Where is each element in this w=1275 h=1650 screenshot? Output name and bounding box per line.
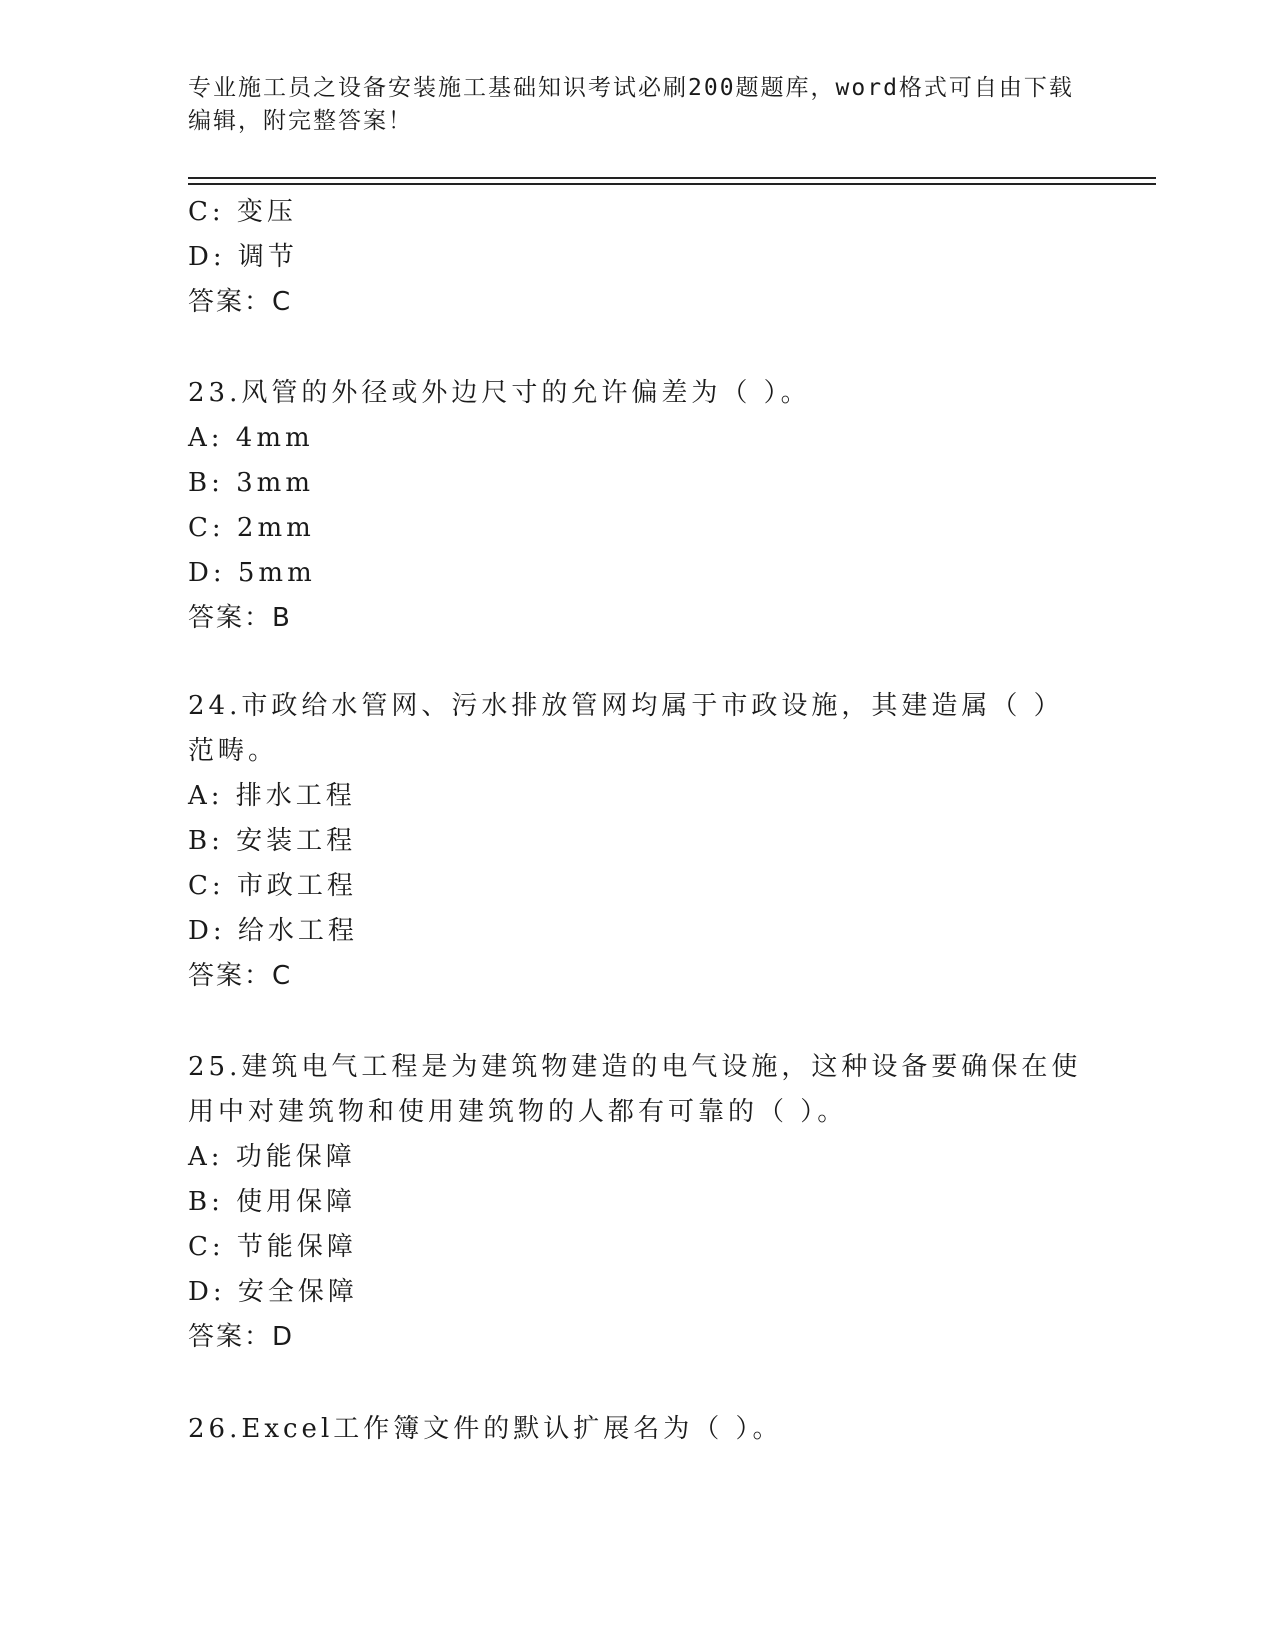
q25-option-d: D: 安全保障 [188, 1277, 358, 1307]
q24-option-c: C: 市政工程 [188, 871, 357, 901]
q22-option-c: C: 变压 [188, 197, 297, 227]
q24-option-a: A: 排水工程 [188, 781, 356, 811]
q23-option-a: A: 4mm [188, 423, 314, 453]
header-divider-top [188, 177, 1156, 179]
q25-option-c: C: 节能保障 [188, 1232, 357, 1262]
q24-option-d: D: 给水工程 [188, 916, 358, 946]
q24-option-b: B: 安装工程 [188, 826, 357, 856]
q23-option-d: D: 5mm [188, 558, 316, 588]
q23-answer: 答案：B [188, 603, 292, 633]
q25-option-b: B: 使用保障 [188, 1187, 357, 1217]
q26-question: 26.Excel工作簿文件的默认扩展名为（ ）。 [188, 1414, 783, 1444]
header-divider-bottom [188, 183, 1156, 185]
q24-answer: 答案：C [188, 961, 293, 991]
q23-option-c: C: 2mm [188, 513, 315, 543]
document-header: 专业施工员之设备安装施工基础知识考试必刷200题题库，word格式可自由下载编辑，附完整答案！ [188, 75, 1074, 134]
q23-option-b: B: 3mm [188, 468, 314, 498]
q22-answer: 答案：C [188, 287, 293, 317]
q25-question: 25.建筑电气工程是为建筑物建造的电气设施，这种设备要确保在使用中对建筑物和使用建筑物的人都有可靠的（ ）。 [188, 1052, 1082, 1127]
q25-option-a: A: 功能保障 [188, 1142, 356, 1172]
q23-question: 23.风管的外径或外边尺寸的允许偏差为（ ）。 [188, 378, 811, 408]
q22-option-d: D: 调节 [188, 242, 298, 272]
q25-answer: 答案：D [188, 1322, 295, 1352]
q24-question: 24.市政给水管网、污水排放管网均属于市政设施，其建造属（ ）范畴。 [188, 691, 1064, 766]
